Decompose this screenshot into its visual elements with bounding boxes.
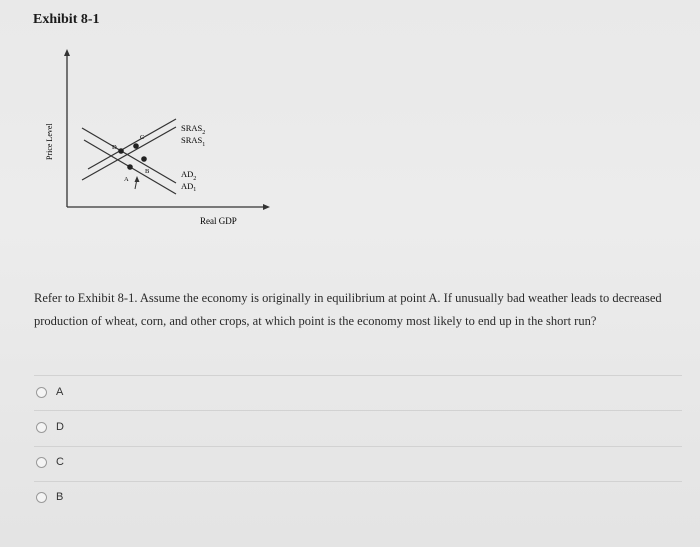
answer-option-label: A bbox=[56, 386, 64, 398]
point-b-label: B bbox=[145, 168, 150, 175]
ad1-label: $AD_1$ bbox=[181, 181, 197, 193]
answer-option-c[interactable] bbox=[36, 456, 64, 468]
divider bbox=[34, 481, 682, 482]
ad2-curve bbox=[82, 128, 176, 183]
x-axis-arrow bbox=[263, 204, 270, 210]
radio-button[interactable] bbox=[36, 457, 47, 468]
shift-arrow-head bbox=[135, 176, 140, 182]
answer-option-label: C bbox=[56, 456, 64, 468]
sras1-label: $SRAS_1$ bbox=[181, 135, 206, 148]
point-c-dot bbox=[133, 143, 139, 149]
exhibit-title: Exhibit 8-1 bbox=[33, 12, 100, 27]
divider bbox=[34, 375, 682, 376]
sras2-label: $SRAS_2$ bbox=[181, 123, 206, 136]
sras1-curve bbox=[82, 127, 176, 180]
divider bbox=[34, 446, 682, 447]
x-axis-label: Real GDP bbox=[200, 216, 237, 226]
point-c-label: C bbox=[140, 134, 145, 141]
answer-option-b[interactable] bbox=[36, 491, 63, 503]
radio-button[interactable] bbox=[36, 492, 47, 503]
point-b-dot bbox=[141, 156, 147, 162]
point-a-dot bbox=[127, 164, 133, 170]
divider bbox=[34, 410, 682, 411]
point-d-label: D bbox=[112, 144, 117, 151]
radio-button[interactable] bbox=[36, 387, 47, 398]
radio-button[interactable] bbox=[36, 422, 47, 433]
y-axis-label: Price Level bbox=[45, 123, 54, 160]
point-d-dot bbox=[118, 148, 124, 154]
sras2-curve bbox=[88, 119, 176, 169]
question-text: Refer to Exhibit 8-1. Assume the economy is originally in equilibrium at point A. If unusually bad weather leads to decreased production of wheat, corn, and other crops, at which point is the economy most likely to end up in the short run? bbox=[34, 291, 662, 328]
point-a-label: A bbox=[124, 176, 129, 183]
y-axis-arrow bbox=[64, 49, 70, 56]
aggregate-demand-supply-graph bbox=[30, 45, 270, 245]
answer-option-label: D bbox=[56, 421, 64, 433]
answer-option-label: B bbox=[56, 491, 64, 503]
ad2-label: $AD_2$ bbox=[181, 169, 197, 182]
answer-option-d[interactable] bbox=[36, 421, 64, 433]
answer-option-a[interactable] bbox=[36, 386, 63, 398]
